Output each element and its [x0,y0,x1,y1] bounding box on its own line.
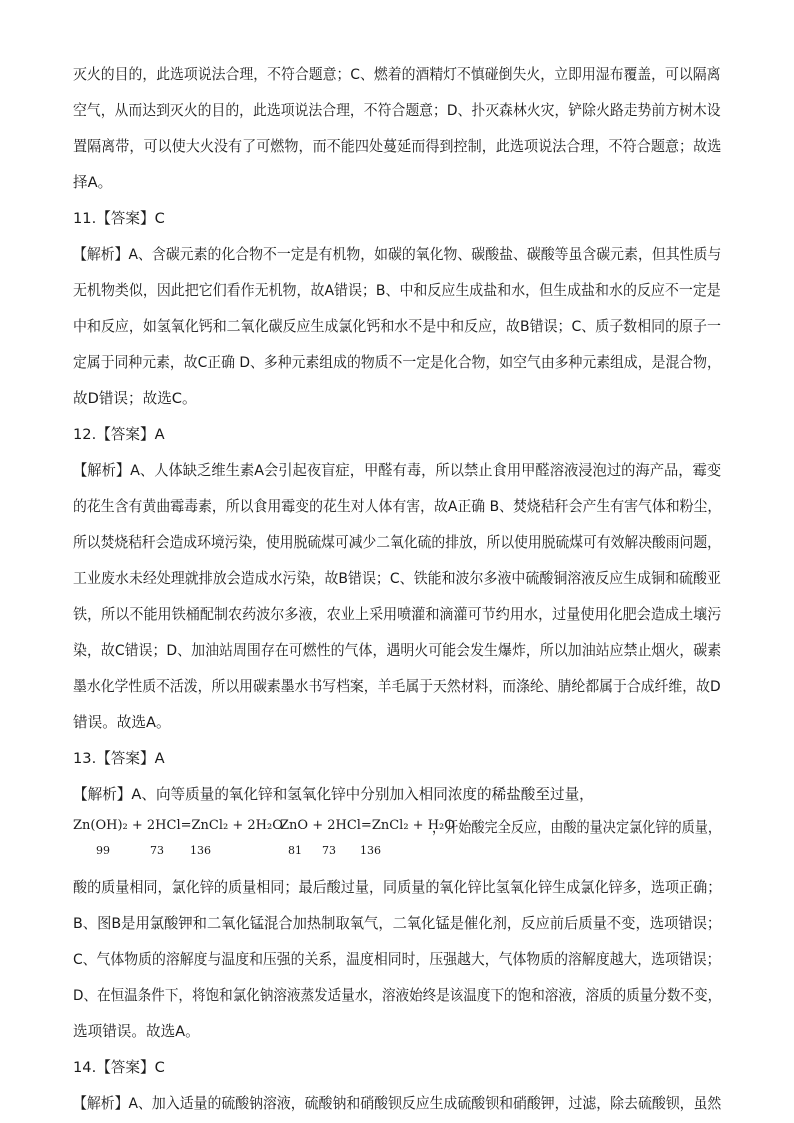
text-line: 空气，从而达到灭火的目的，此选项说法合理，不符合题意；D、扑灭森林火灾，铲除火路走势前方树木设 [73,102,721,119]
equation-mass-number: 136 [190,844,211,857]
text-line: 墨水化学性质不活泼，所以用碳素墨水书写档案，羊毛属于天然材料，而涤纶、腈纶都属于合成纤维，故D [73,678,721,695]
equation-zinc-hydroxide: Zn(OH)₂ + 2HCl=ZnCl₂ + 2H₂O [73,818,283,833]
text-line: 无机物类似，因此把它们看作无机物，故A错误；B、中和反应生成盐和水，但生成盐和水的反应不一定是 [73,282,721,299]
text-line: B、图B是用氯酸钾和二氧化锰混合加热制取氧气，二氧化锰是催化剂，反应前后质量不变，选项错误； [73,915,722,932]
text-line: 【解析】A、加入适量的硫酸钠溶液，硫酸钠和硝酸钡反应生成硫酸钡和硝酸钾，过滤，除去硫酸钡，虽然 [73,1095,722,1112]
text-line: 染，故C错误；D、加油站周围存在可燃性的气体，遇明火可能会发生爆炸，所以加油站应禁止烟火，碳素 [73,642,722,659]
text-line: 工业废水未经处理就排放会造成水污染，故B错误；C、铁能和波尔多液中硫酸铜溶液反应生成铜和硫酸亚 [73,570,721,587]
text-line: 【解析】A、人体缺乏维生素A会引起夜盲症，甲醛有毒，所以禁止食用甲醛溶液浸泡过的海产品，霉变 [73,462,722,479]
text-line: 置隔离带，可以使大火没有了可燃物，而不能四处蔓延而得到控制，此选项说法合理，不符合题意；故选 [73,138,722,155]
text-line: 择A。 [73,174,113,191]
equation-mass-number: 99 [96,844,110,857]
text-line: 【解析】A、含碳元素的化合物不一定是有机物，如碳的氧化物、碳酸盐、碳酸等虽含碳元素，但其性质与 [73,246,722,263]
text-line: 【解析】A、向等质量的氧化锌和氢氧化锌中分别加入相同浓度的稀盐酸至过量， [73,786,594,803]
answer-heading: 11.【答案】C [73,210,165,227]
text-line: 定属于同种元素，故C正确 D、多种元素组成的物质不一定是化合物，如空气由多种元素组成，是混合物， [73,354,721,371]
equation-zinc-oxide: ZnO + 2HCl=ZnCl₂ + H₂O [280,818,455,833]
text-line: ，开始酸完全反应，由酸的量决定氯化锌的质量， [432,819,722,836]
equation-mass-number: 73 [150,844,164,857]
text-line: D、在恒温条件下，将饱和氯化钠溶液蒸发适量水，溶液始终是该温度下的饱和溶液，溶质的质量分数不变， [73,987,722,1004]
answer-heading: 13.【答案】A [73,750,165,767]
text-line: 灭火的目的，此选项说法合理，不符合题意；C、燃着的酒精灯不慎碰倒失火，立即用湿布覆盖，可以隔离 [73,66,721,83]
text-line: 酸的质量相同，氯化锌的质量相同；最后酸过量，同质量的氧化锌比氢氧化锌生成氯化锌多，选项正确； [73,879,722,896]
text-line: C、气体物质的溶解度与温度和压强的关系，温度相同时，压强越大，气体物质的溶解度越大，选项错误； [73,951,721,968]
text-line: 选项错误。故选A。 [73,1023,200,1040]
text-line: 的花生含有黄曲霉毒素，所以食用霉变的花生对人体有害，故A正确 B、焚烧秸秆会产生有害气体和粉尘， [73,498,722,515]
text-line: 铁，所以不能用铁桶配制农药波尔多液，农业上采用喷灌和滴灌可节约用水，过量使用化肥会造成土壤污 [73,606,722,623]
equation-mass-number: 136 [360,844,381,857]
answer-heading: 12.【答案】A [73,426,165,443]
text-line: 故D错误；故选C。 [73,390,197,407]
equation-mass-number: 73 [322,844,336,857]
answer-heading: 14.【答案】C [73,1059,165,1076]
equation-mass-number: 81 [288,844,302,857]
text-line: 中和反应，如氢氧化钙和二氧化碳反应生成氯化钙和水不是中和反应，故B错误；C、质子数相同的原子一 [73,318,721,335]
text-line: 所以焚烧秸秆会造成环境污染，使用脱硫煤可减少二氧化硫的排放，所以使用脱硫煤可有效解决酸雨问题， [73,534,721,551]
text-line: 错误。故选A。 [73,714,171,731]
